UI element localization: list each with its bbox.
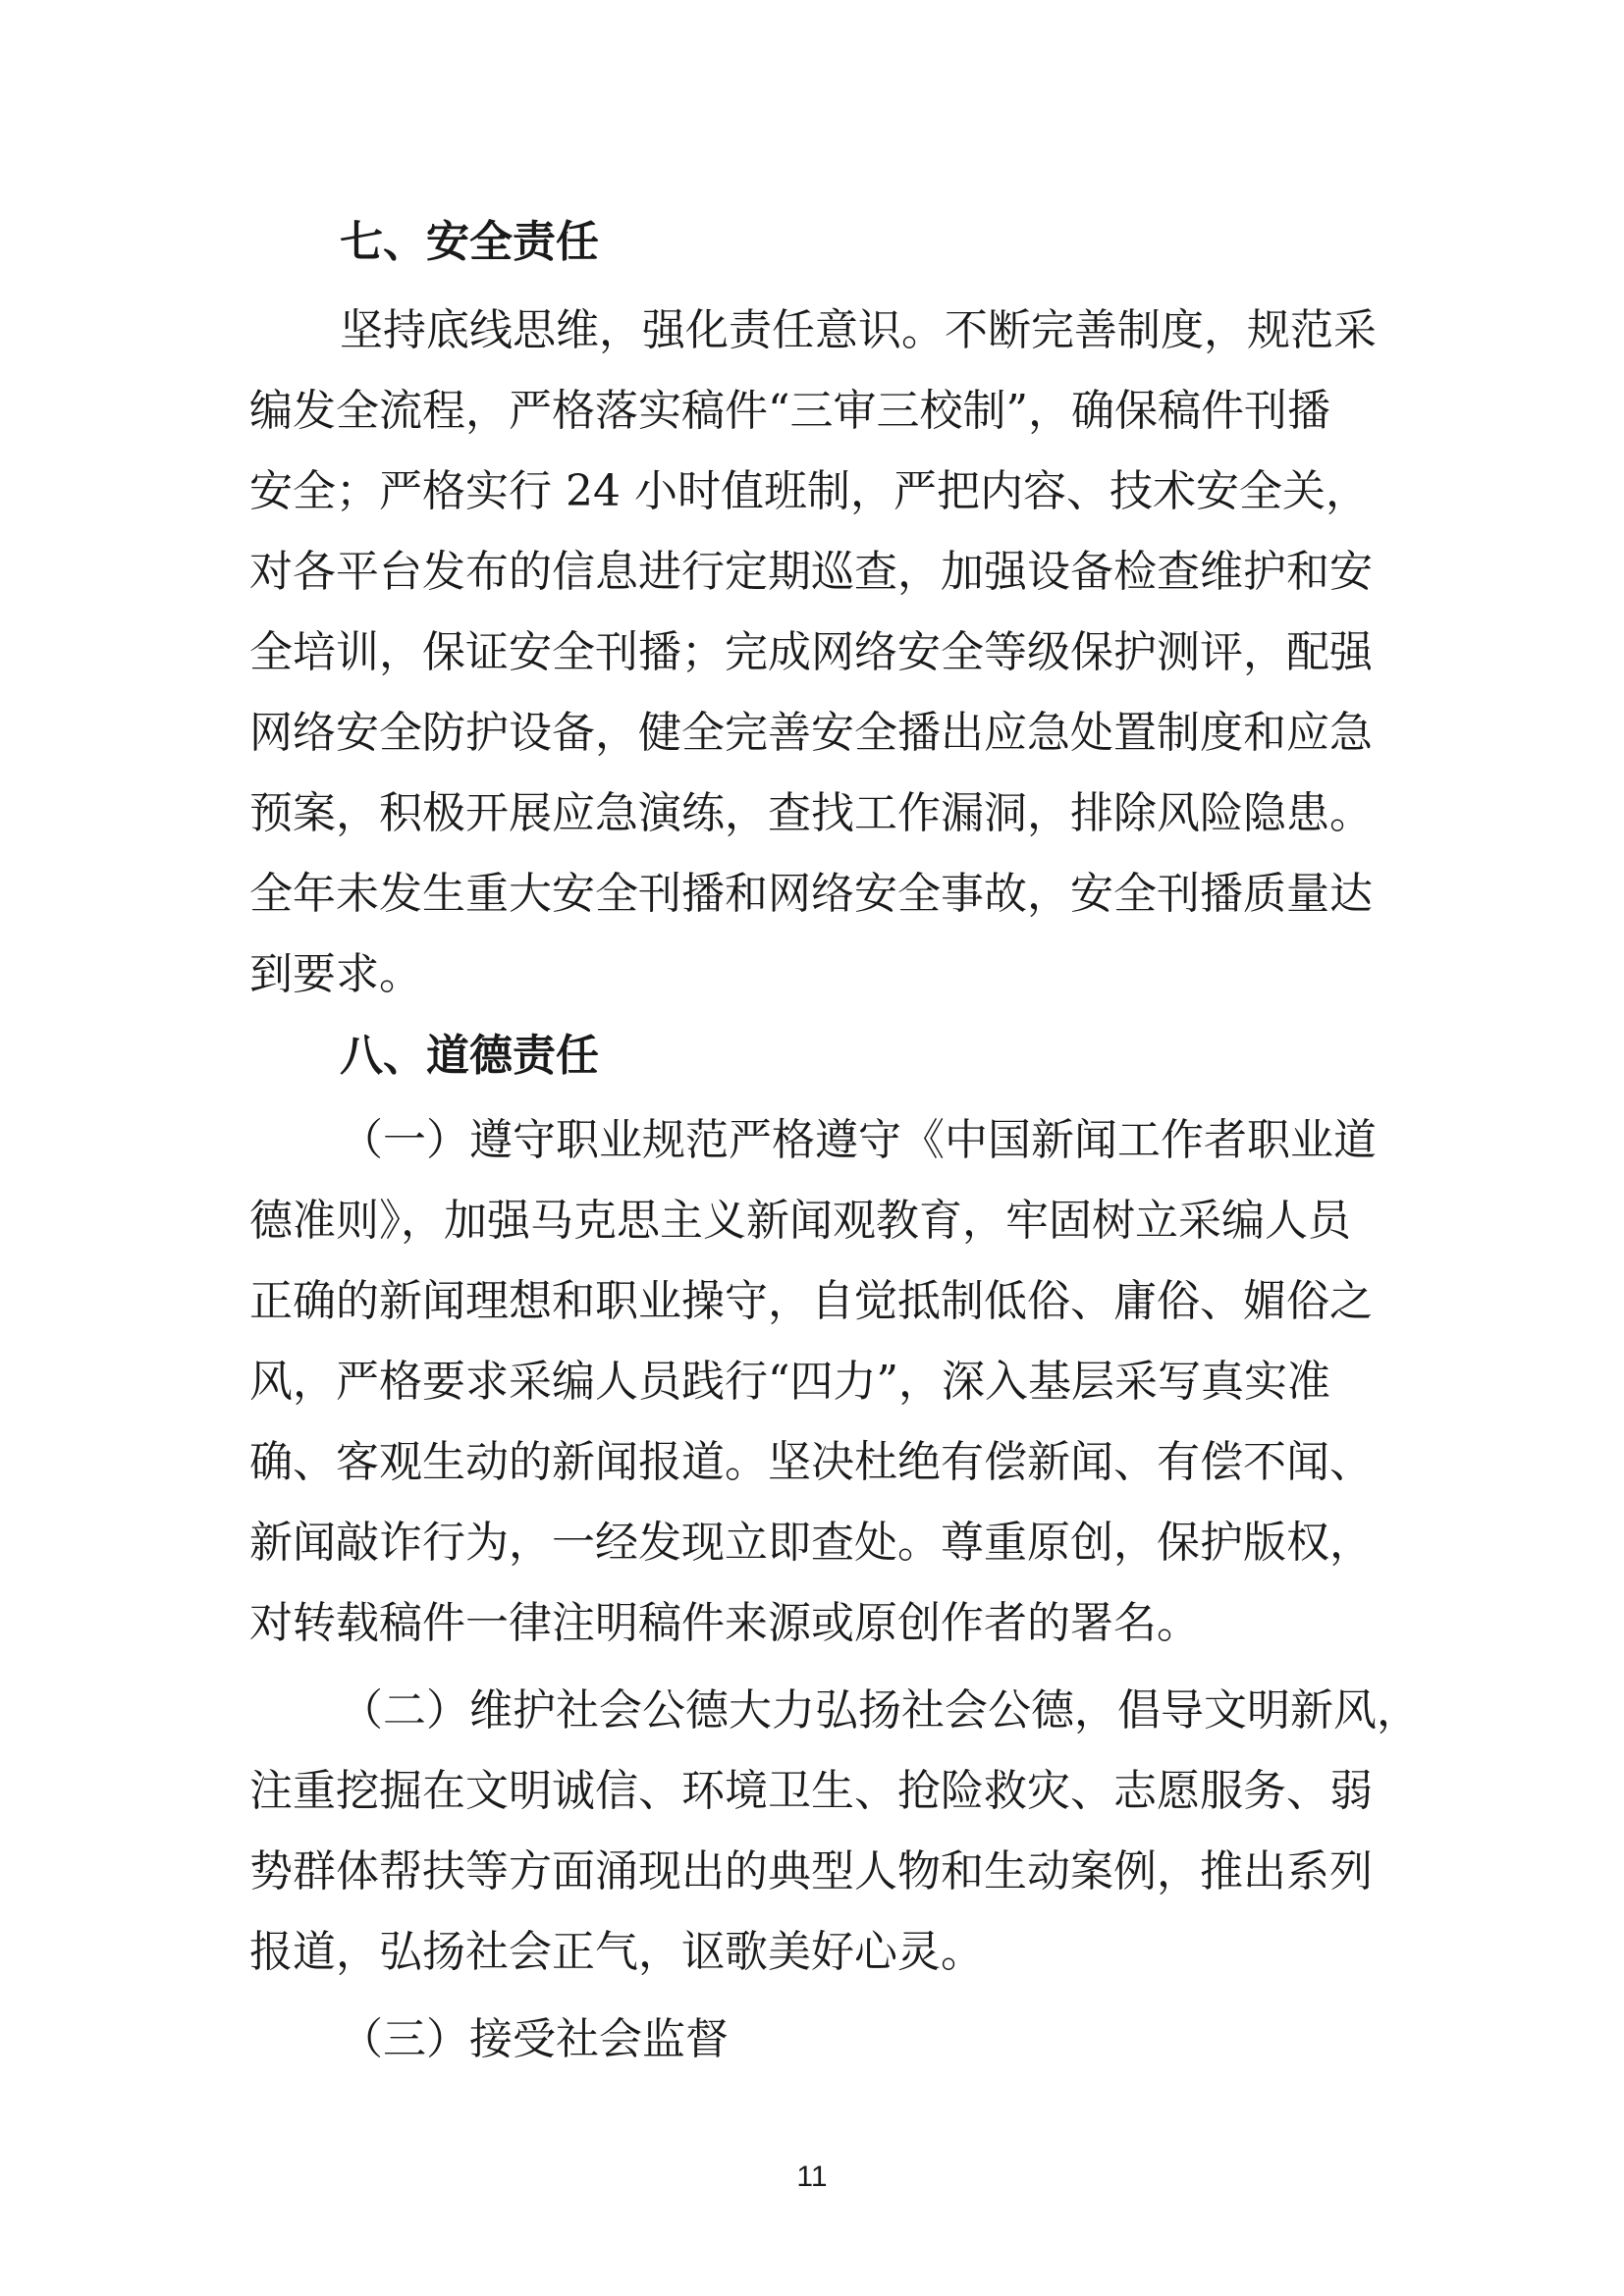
section-heading-safety: 七、安全责任 xyxy=(340,217,599,267)
paragraph-line: 编发全流程，严格落实稿件“三审三校制”，确保稿件刊播 xyxy=(249,386,1330,436)
paragraph-line: 确、客观生动的新闻报道。坚决杜绝有偿新闻、有偿不闻、 xyxy=(249,1437,1373,1487)
paragraph-line: 德准则》，加强马克思主义新闻观教育，牢固树立采编人员 xyxy=(249,1196,1351,1246)
paragraph-line: 网络安全防护设备，健全完善安全播出应急处置制度和应急 xyxy=(249,708,1373,758)
subsection-heading-supervision: （三）接受社会监督 xyxy=(340,2014,729,2064)
paragraph-line: 预案，积极开展应急演练，查找工作漏洞，排除风险隐患。 xyxy=(249,788,1373,838)
paragraph-line: 风，严格要求采编人员践行“四力”，深入基层采写真实准 xyxy=(249,1357,1330,1407)
paragraph-line: 坚持底线思维，强化责任意识。不断完善制度，规范采 xyxy=(340,305,1377,355)
paragraph-line: 正确的新闻理想和职业操守，自觉抵制低俗、庸俗、媚俗之 xyxy=(249,1276,1373,1326)
paragraph-line: 报道，弘扬社会正气，讴歌美好心灵。 xyxy=(249,1927,984,1977)
paragraph-line: 全培训，保证安全刊播；完成网络安全等级保护测评，配强 xyxy=(249,627,1373,677)
paragraph-line: 全年未发生重大安全刊播和网络安全事故，安全刊播质量达 xyxy=(249,869,1373,919)
paragraph-line: 势群体帮扶等方面涌现出的典型人物和生动案例，推出系列 xyxy=(249,1846,1373,1896)
section-heading-ethics: 八、道德责任 xyxy=(340,1031,599,1081)
page-number: 11 xyxy=(796,2161,828,2193)
paragraph-line: 对转载稿件一律注明稿件来源或原创作者的署名。 xyxy=(249,1598,1200,1648)
paragraph-line: 对各平台发布的信息进行定期巡查，加强设备检查维护和安 xyxy=(249,547,1373,597)
paragraph-line: 到要求。 xyxy=(249,949,422,999)
paragraph-line: 新闻敲诈行为，一经发现立即查处。尊重原创，保护版权， xyxy=(249,1518,1373,1568)
paragraph-line: 安全；严格实行 24 小时值班制，严把内容、技术安全关， xyxy=(249,466,1369,516)
paragraph-line: （二）维护社会公德大力弘扬社会公德，倡导文明新风， xyxy=(340,1685,1420,1735)
paragraph-line: （一）遵守职业规范严格遵守《中国新闻工作者职业道 xyxy=(340,1115,1377,1165)
paragraph-line: 注重挖掘在文明诚信、环境卫生、抢险救灾、志愿服务、弱 xyxy=(249,1766,1373,1816)
